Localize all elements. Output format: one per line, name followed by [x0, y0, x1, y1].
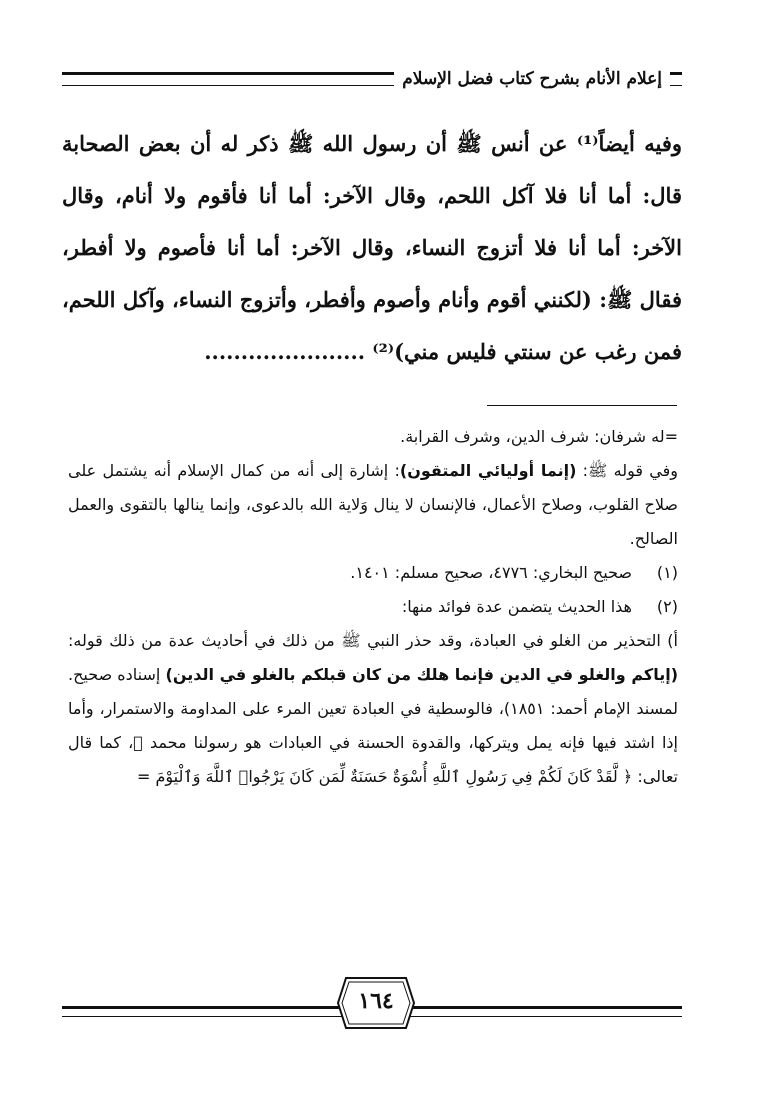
- footnote-number: (١): [656, 563, 678, 582]
- book-title: إعلام الأنام بشرح كتاب فضل الإسلام: [394, 68, 670, 90]
- benefit-lead: أ) التحذير من الغلو في العبادة، وقد حذر النبي ﷺ من ذلك في أحاديث عدة من ذلك قوله:: [68, 631, 678, 650]
- benefit-paragraph: [68, 624, 678, 794]
- page-number: ١٦٤: [358, 988, 394, 1014]
- footnote-number: (٢): [656, 597, 678, 616]
- footnote-2: [68, 590, 678, 624]
- page-footer: [0, 978, 759, 1048]
- benefit-rest: إسناده صحيح. لمسند الإمام أحمد: ١٨٥١)، فالوسطية في العبادة تعين المرء على المداومة والاستمرار، وأما إذا اشتد فيها فإنه يمل ويتركها، والقدوة الحسنة في العبادات هو رسولنا محمد ﷺ، كما قال تعالى: ﴿ لَّقَدْ كَانَ لَكُمْ فِي رَسُولِ ٱللَّهِ أُسْوَةٌ حَسَنَةٌ لِّمَن كَانَ يَرْجُوا۟ ٱللَّهَ وَٱلْيَوْمَ =: [68, 665, 678, 786]
- footnotes-area: [68, 420, 678, 794]
- note-continuation: =له شرفان: شرف الدين، وشرف القرابة.: [400, 427, 678, 446]
- footnote-text: صحيح البخاري: ٤٧٧٦، صحيح مسلم: ١٤٠١.: [350, 563, 632, 582]
- note-paragraph: [68, 454, 678, 556]
- main-paragraph: وفيه أيضاً⁽¹⁾ عن أنس ﷺ أن رسول الله ﷺ ذكر له أن بعض الصحابة قال: أما أنا فلا آكل اللحم، وقال الآخر: أما أنا فأقوم ولا أنام، وقال الآخر: أما أنا فلا أتزوج النساء، وقال الآخر: أما أنا فأصوم ولا أفطر، فقال ﷺ: (لكنني أقوم وأنام وأصوم وأفطر، وأتزوج النساء، وآكل اللحم، فمن رغب عن سنتي فليس مني)⁽²⁾ ......................: [62, 131, 682, 364]
- footnote-separator: [487, 405, 677, 406]
- benefit-hadith: (إياكم والغلو في الدين فإنما هلك من كان قبلكم بالغلو في الدين): [165, 665, 679, 684]
- footnote-1: [68, 556, 678, 590]
- note-paragraph-rest: : إشارة إلى أنه من كمال الإسلام أنه يشتمل على صلاح القلوب، وصلاح الأعمال، فالإنسان لا ينال وَلاية الله بالدعوى، وإنما ينالها بالتقوى والعمل الصالح.: [68, 461, 678, 548]
- running-header: [62, 66, 682, 94]
- footnote-text: هذا الحديث يتضمن عدة فوائد منها:: [401, 597, 632, 616]
- note-paragraph-lead: وفي قوله ﷺ:: [576, 461, 678, 480]
- hadith-quote: (إنما أوليائي المتقون): [399, 461, 577, 480]
